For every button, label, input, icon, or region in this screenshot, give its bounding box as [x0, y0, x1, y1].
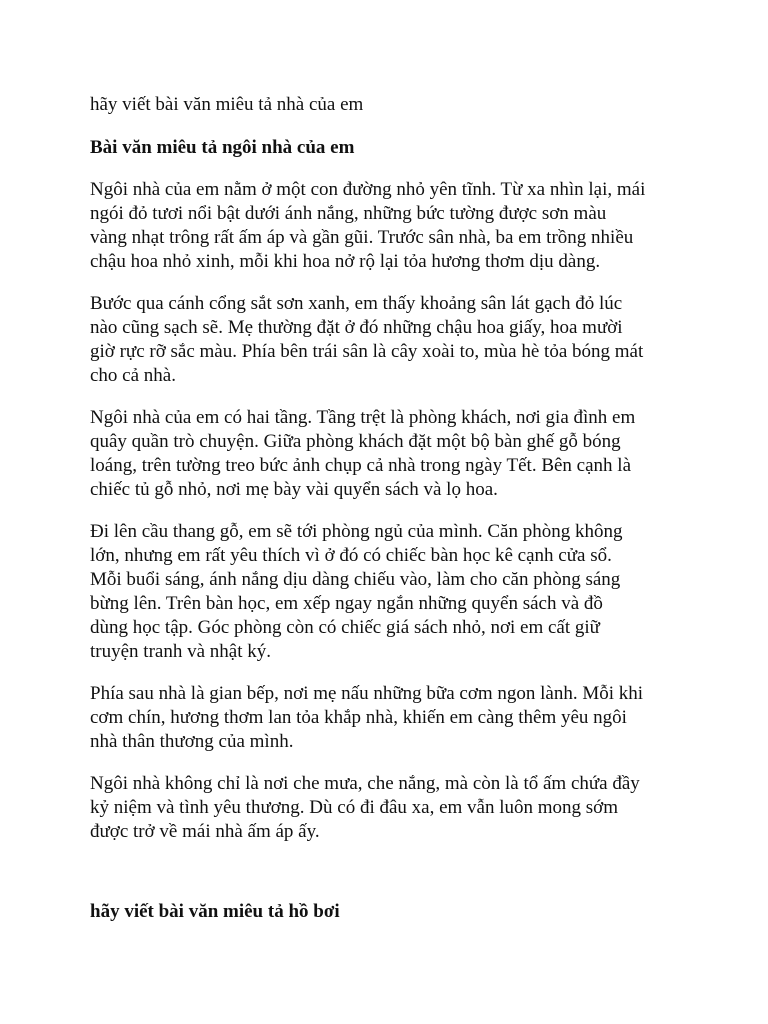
paragraph-line: lớn, nhưng em rất yêu thích vì ở đó có chiếc bàn học kê cạnh cửa sổ. — [90, 545, 612, 566]
paragraph-line: được trở về mái nhà ấm áp ấy. — [90, 821, 320, 842]
paragraph-line: Mỗi buổi sáng, ánh nắng dịu dàng chiếu vào, làm cho căn phòng sáng — [90, 569, 621, 590]
paragraph-line: nhà thân thương của mình. — [90, 731, 294, 752]
paragraph-2 — [90, 292, 700, 388]
paragraph-line: bừng lên. Trên bàn học, em xếp ngay ngắn những quyển sách và đồ — [90, 593, 603, 614]
paragraph-line: Phía sau nhà là gian bếp, nơi mẹ nấu những bữa cơm ngon lành. Mỗi khi — [90, 683, 644, 704]
paragraph-line: Ngôi nhà của em có hai tầng. Tầng trệt là phòng khách, nơi gia đình em — [90, 407, 636, 428]
paragraph-3 — [90, 406, 700, 502]
paragraph-line: chậu hoa nhỏ xinh, mỗi khi hoa nở rộ lại tỏa hương thơm dịu dàng. — [90, 251, 601, 272]
document-page — [90, 93, 700, 862]
paragraph-line: quây quần trò chuyện. Giữa phòng khách đặt một bộ bàn ghế gỗ bóng — [90, 431, 621, 452]
prompt-text: hãy viết bài văn miêu tả nhà của em — [90, 94, 364, 115]
paragraph-line: Đi lên cầu thang gỗ, em sẽ tới phòng ngủ của mình. Căn phòng không — [90, 521, 623, 542]
paragraph-line: cho cả nhà. — [90, 365, 176, 386]
paragraph-line: Ngôi nhà không chỉ là nơi che mưa, che nắng, mà còn là tổ ấm chứa đầy — [90, 773, 640, 794]
paragraph-line: dùng học tập. Góc phòng còn có chiếc giá sách nhỏ, nơi em cất giữ — [90, 617, 600, 638]
paragraph-line: vàng nhạt trông rất ấm áp và gần gũi. Trước sân nhà, ba em trồng nhiều — [90, 227, 634, 248]
paragraph-1 — [90, 178, 700, 274]
paragraph-5 — [90, 682, 700, 754]
paragraph-line: Bước qua cánh cổng sắt sơn xanh, em thấy khoảng sân lát gạch đỏ lúc — [90, 293, 623, 314]
paragraph-line: giờ rực rỡ sắc màu. Phía bên trái sân là cây xoài to, mùa hè tỏa bóng mát — [90, 341, 644, 362]
paragraph-line: chiếc tủ gỗ nhỏ, nơi mẹ bày vài quyển sách và lọ hoa. — [90, 479, 498, 500]
paragraph-line: cơm chín, hương thơm lan tỏa khắp nhà, khiến em càng thêm yêu ngôi — [90, 707, 627, 728]
paragraph-line: ngói đỏ tươi nổi bật dưới ánh nắng, những bức tường được sơn màu — [90, 203, 607, 224]
paragraph-line: kỷ niệm và tình yêu thương. Dù có đi đâu xa, em vẫn luôn mong sớm — [90, 797, 619, 818]
paragraph-line: truyện tranh và nhật ký. — [90, 641, 271, 662]
paragraph-line: loáng, trên tường treo bức ảnh chụp cả nhà trong ngày Tết. Bên cạnh là — [90, 455, 632, 476]
paragraph-4 — [90, 520, 700, 664]
essay-title: Bài văn miêu tả ngôi nhà của em — [90, 137, 355, 158]
paragraph-line: nào cũng sạch sẽ. Mẹ thường đặt ở đó những chậu hoa giấy, hoa mười — [90, 317, 623, 338]
paragraph-line: Ngôi nhà của em nằm ở một con đường nhỏ yên tĩnh. Từ xa nhìn lại, mái — [90, 179, 646, 200]
next-prompt-heading: hãy viết bài văn miêu tả hồ bơi — [90, 901, 340, 922]
paragraph-6 — [90, 772, 700, 844]
